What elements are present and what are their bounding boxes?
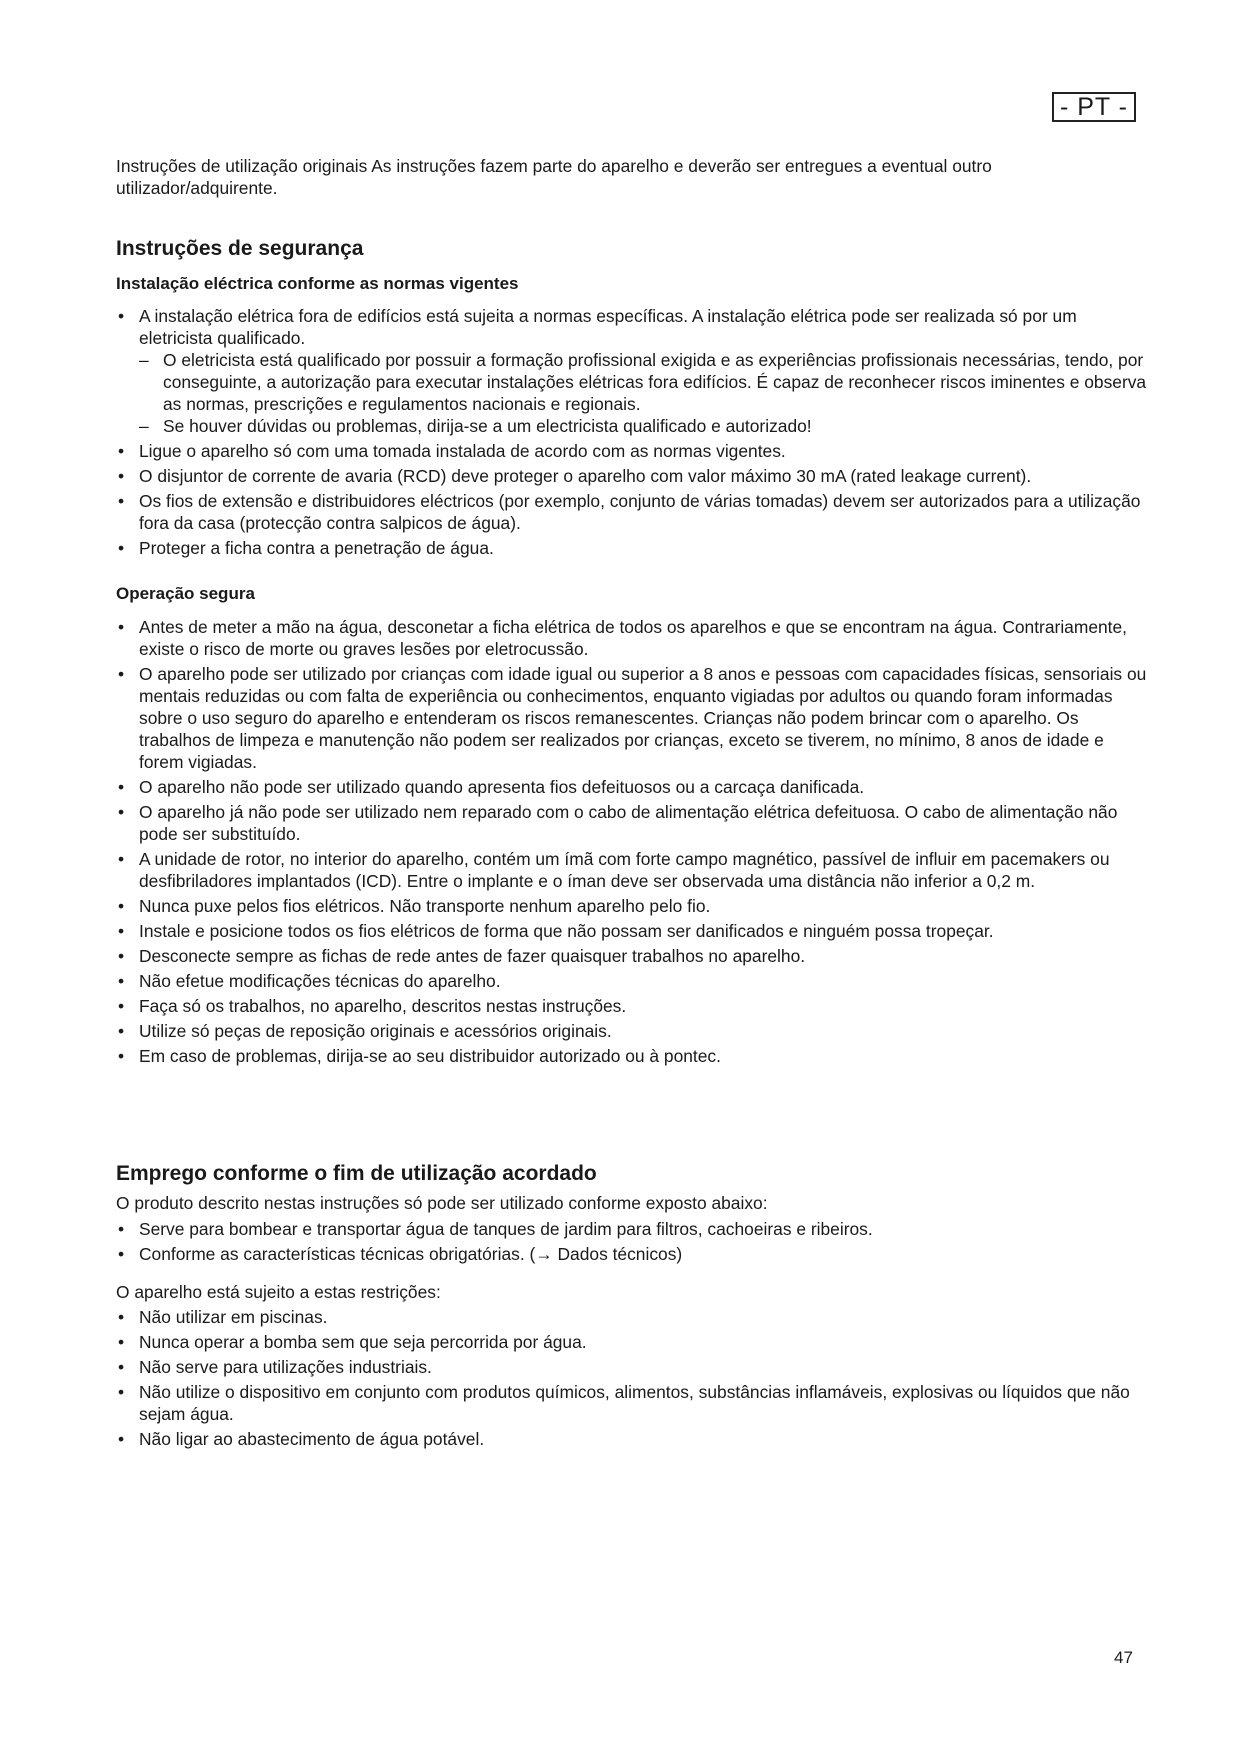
list-item: • Antes de meter a mão na água, desconetar a ficha elétrica de todos os aparelhos e que se encontram na água. Contrariamente, existe o risco de morte ou graves lesões por eletrocussão. bbox=[116, 616, 1151, 660]
list-item: • O aparelho não pode ser utilizado quando apresenta fios defeituosos ou a carcaça danificada. bbox=[116, 776, 1151, 798]
list-item: • Não ligar ao abastecimento de água potável. bbox=[116, 1428, 1151, 1450]
list-item: • O aparelho pode ser utilizado por crianças com idade igual ou superior a 8 anos e pessoas com capacidades físicas, sensoriais ou mentais reduzidas ou com falta de experiência ou conhecimentos, enquanto vigiadas por adultos ou quando foram informadas sobre o uso seguro do aparelho e entenderam os riscos remanescentes. Crianças não podem brincar com o aparelho. Os trabalhos de limpeza e manutenção não podem ser realizados por crianças, exceto se tiverem, no mínimo, 8 anos de idade e forem vigiadas. bbox=[116, 663, 1151, 773]
restrictions-list bbox=[116, 1306, 1151, 1453]
list-item: • Não utilizar em piscinas. bbox=[116, 1306, 1151, 1328]
list-item: • Faça só os trabalhos, no aparelho, descritos nestas instruções. bbox=[116, 995, 1151, 1017]
restrictions-lead: O aparelho está sujeito a estas restrições: bbox=[116, 1282, 441, 1302]
intended-use-list bbox=[116, 1218, 1151, 1268]
list-item: • Não utilize o dispositivo em conjunto com produtos químicos, alimentos, substâncias inflamáveis, explosivas ou líquidos que não sejam água. bbox=[116, 1381, 1151, 1425]
page-number: 47 bbox=[1114, 1648, 1133, 1667]
operation-list bbox=[116, 616, 1151, 1070]
list-item: • A instalação elétrica fora de edifícios está sujeita a normas específicas. A instalação elétrica pode ser realizada só por um eletricista qualificado. – O eletricista está qualificado por possuir a formação profissional exigida e as experiências profissionais necessárias, tendo, por conseguinte, a autorização para executar instalações elétricas fora edifícios. É capaz de reconhecer riscos iminentes e observa as normas, prescrições e regulamentos nacionais e regionais. – Se houver dúvidas ou problemas, dirija-se a um electricista qualificado e autorizado! bbox=[116, 305, 1151, 437]
operation-subheading: Operação segura bbox=[116, 584, 255, 603]
intended-use-heading: Emprego conforme o fim de utilização acordado bbox=[116, 1162, 597, 1185]
list-item: • Ligue o aparelho só com uma tomada instalada de acordo com as normas vigentes. bbox=[116, 440, 1151, 462]
list-item: • Serve para bombear e transportar água de tanques de jardim para filtros, cachoeiras e ribeiros. bbox=[116, 1218, 1151, 1240]
electrical-list bbox=[116, 305, 1151, 562]
sub-list-item: – Se houver dúvidas ou problemas, dirija-se a um electricista qualificado e autorizado! bbox=[139, 415, 1151, 437]
list-item: • Nunca puxe pelos fios elétricos. Não transporte nenhum aparelho pelo fio. bbox=[116, 895, 1151, 917]
list-item: • Nunca operar a bomba sem que seja percorrida por água. bbox=[116, 1331, 1151, 1353]
list-item: • Não serve para utilizações industriais. bbox=[116, 1356, 1151, 1378]
list-item: • Instale e posicione todos os fios elétricos de forma que não possam ser danificados e ninguém possa tropeçar. bbox=[116, 920, 1151, 942]
list-item: • Proteger a ficha contra a penetração de água. bbox=[116, 537, 1151, 559]
intro-paragraph: Instruções de utilização originais As instruções fazem parte do aparelho e deverão ser entregues a eventual outro utilizador/adquirente. bbox=[116, 156, 992, 198]
safety-heading: Instruções de segurança bbox=[116, 237, 364, 260]
list-item: • Utilize só peças de reposição originais e acessórios originais. bbox=[116, 1020, 1151, 1042]
electrical-subheading: Instalação eléctrica conforme as normas vigentes bbox=[116, 274, 519, 293]
intended-use-lead: O produto descrito nestas instruções só pode ser utilizado conforme exposto abaixo: bbox=[116, 1193, 768, 1213]
list-item: • Conforme as características técnicas obrigatórias. (→ Dados técnicos) bbox=[116, 1243, 1151, 1265]
list-item: • O disjuntor de corrente de avaria (RCD) deve proteger o aparelho com valor máximo 30 mA (rated leakage current). bbox=[116, 465, 1151, 487]
list-item: • A unidade de rotor, no interior do aparelho, contém um ímã com forte campo magnético, passível de influir em pacemakers ou desfibriladores implantados (ICD). Entre o implante e o íman deve ser observada uma distância não inferior a 0,2 m. bbox=[116, 848, 1151, 892]
list-item: • Não efetue modificações técnicas do aparelho. bbox=[116, 970, 1151, 992]
sub-list bbox=[139, 349, 1151, 437]
list-item: • Desconecte sempre as fichas de rede antes de fazer quaisquer trabalhos no aparelho. bbox=[116, 945, 1151, 967]
list-item: • Os fios de extensão e distribuidores eléctricos (por exemplo, conjunto de várias tomadas) devem ser autorizados para a utilização fora da casa (protecção contra salpicos de água). bbox=[116, 490, 1151, 534]
list-item: • Em caso de problemas, dirija-se ao seu distribuidor autorizado ou à pontec. bbox=[116, 1045, 1151, 1067]
language-badge: - PT - bbox=[1052, 92, 1136, 122]
list-item: • O aparelho já não pode ser utilizado nem reparado com o cabo de alimentação elétrica defeituosa. O cabo de alimentação não pode ser substituído. bbox=[116, 801, 1151, 845]
sub-list-item: – O eletricista está qualificado por possuir a formação profissional exigida e as experiências profissionais necessárias, tendo, por conseguinte, a autorização para executar instalações elétricas fora edifícios. É capaz de reconhecer riscos iminentes e observa as normas, prescrições e regulamentos nacionais e regionais. bbox=[139, 349, 1151, 415]
